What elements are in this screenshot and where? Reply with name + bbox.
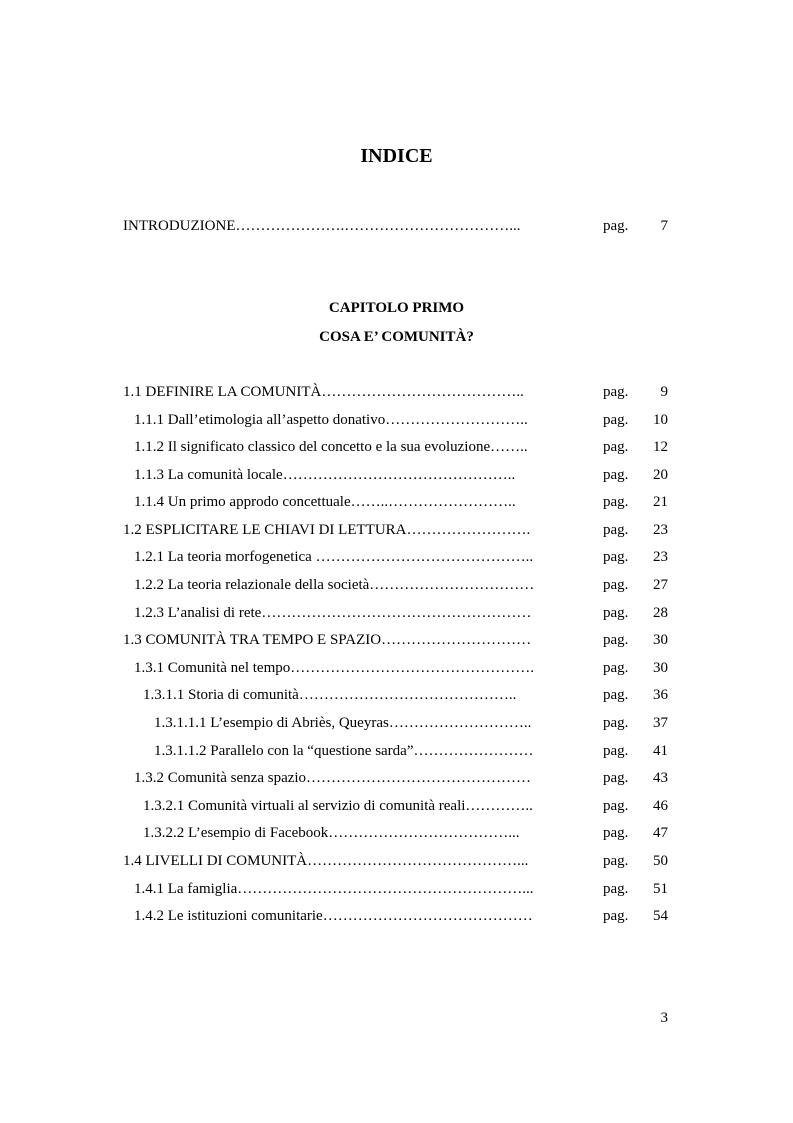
- toc-entry-text: 1.1.1 Dall’etimologia all’aspetto donativo………………………..: [134, 412, 528, 428]
- toc-entry-text: 1.4.2 Le istituzioni comunitarie……………………………………: [134, 908, 533, 924]
- toc-page-number: 47: [653, 825, 668, 841]
- toc-entry-text: 1.2 ESPLICITARE LE CHIAVI DI LETTURA…………………….: [123, 522, 531, 538]
- toc-page-number: 30: [653, 660, 668, 676]
- toc-pag-label: pag.: [603, 549, 629, 565]
- toc-entry-text: 1.2.3 L’analisi di rete………………………………………………: [134, 605, 532, 621]
- toc-pag-label: pag.: [603, 715, 629, 731]
- toc-entry-text: 1.1.2 Il significato classico del concetto e la sua evoluzione……..: [134, 439, 528, 455]
- toc-entry[interactable]: [0, 657, 793, 679]
- toc-entry[interactable]: [0, 629, 793, 651]
- toc-page-number: 54: [653, 908, 668, 924]
- toc-entry-text: 1.1 DEFINIRE LA COMUNITÀ…………………………………..: [123, 384, 524, 400]
- toc-entry[interactable]: [0, 822, 793, 844]
- toc-entry-text: 1.3 COMUNITÀ TRA TEMPO E SPAZIO…………………………: [123, 632, 532, 648]
- toc-entry-introduction[interactable]: [0, 215, 793, 237]
- page-title: INDICE: [360, 145, 433, 167]
- toc-entry-text: 1.3.2 Comunità senza spazio………………………………………: [134, 770, 532, 786]
- toc-entry-text: 1.3.1.1 Storia di comunità……………………………………..: [143, 687, 517, 703]
- toc-pag-label: pag.: [603, 660, 629, 676]
- toc-entry[interactable]: [0, 464, 793, 486]
- toc-entry-text: 1.3.2.1 Comunità virtuali al servizio di comunità reali…………..: [143, 798, 533, 814]
- toc-page-number: 7: [660, 218, 668, 234]
- toc-entry[interactable]: [0, 436, 793, 458]
- toc-pag-label: pag.: [603, 632, 629, 648]
- toc-pag-label: pag.: [603, 605, 629, 621]
- toc-pag-label: pag.: [603, 522, 629, 538]
- toc-page-number: 9: [660, 384, 668, 400]
- toc-page-number: 12: [653, 439, 668, 455]
- toc-entry[interactable]: [0, 381, 793, 403]
- toc-page-number: 43: [653, 770, 668, 786]
- toc-page-number: 21: [653, 494, 668, 510]
- toc-entry-text: 1.2.1 La teoria morfogenetica ……………………………………..: [134, 549, 534, 565]
- toc-page-number: 41: [653, 743, 668, 759]
- toc-pag-label: pag.: [603, 770, 629, 786]
- toc-page-number: 51: [653, 881, 668, 897]
- toc-page-number: 46: [653, 798, 668, 814]
- toc-entry-text: 1.3.1.1.2 Parallelo con la “questione sarda”……………………: [154, 743, 534, 759]
- toc-entry[interactable]: [0, 519, 793, 541]
- toc-entry-text: 1.3.1.1.1 L’esempio di Abriès, Queyras………………………..: [154, 715, 532, 731]
- toc-entry-text: 1.1.4 Un primo approdo concettuale……..……………………..: [134, 494, 516, 510]
- toc-page-number: 10: [653, 412, 668, 428]
- toc-page-number: 23: [653, 522, 668, 538]
- toc-pag-label: pag.: [603, 798, 629, 814]
- toc-pag-label: pag.: [603, 881, 629, 897]
- page-number: 3: [660, 1010, 668, 1026]
- toc-entry[interactable]: [0, 602, 793, 624]
- toc-page-number: 50: [653, 853, 668, 869]
- toc-pag-label: pag.: [603, 412, 629, 428]
- toc-entry[interactable]: [0, 795, 793, 817]
- toc-pag-label: pag.: [603, 908, 629, 924]
- toc-page-number: 36: [653, 687, 668, 703]
- toc-pag-label: pag.: [603, 853, 629, 869]
- toc-entry[interactable]: [0, 491, 793, 513]
- toc-pag-label: pag.: [603, 825, 629, 841]
- toc-entry[interactable]: [0, 850, 793, 872]
- toc-page-number: 28: [653, 605, 668, 621]
- toc-page-number: 37: [653, 715, 668, 731]
- toc-entry[interactable]: [0, 740, 793, 762]
- toc-entry-text: 1.1.3 La comunità locale………………………………………..: [134, 467, 516, 483]
- toc-entry-text: 1.4 LIVELLI DI COMUNITÀ……………………………………...: [123, 853, 529, 869]
- chapter-label: CAPITOLO PRIMO: [328, 300, 465, 316]
- toc-entry[interactable]: [0, 767, 793, 789]
- toc-entry-text: 1.3.1 Comunità nel tempo………………………………………….: [134, 660, 534, 676]
- toc-entry[interactable]: [0, 905, 793, 927]
- toc-entry-text: 1.4.1 La famiglia…………………………………………………...: [134, 881, 534, 897]
- toc-pag-label: pag.: [603, 743, 629, 759]
- toc-page-number: 27: [653, 577, 668, 593]
- toc-page-number: 23: [653, 549, 668, 565]
- toc-pag-label: pag.: [603, 687, 629, 703]
- toc-pag-label: pag.: [603, 218, 629, 234]
- toc-entry[interactable]: [0, 878, 793, 900]
- toc-entry[interactable]: [0, 712, 793, 734]
- toc-pag-label: pag.: [603, 467, 629, 483]
- toc-pag-label: pag.: [603, 384, 629, 400]
- toc-entry[interactable]: [0, 409, 793, 431]
- toc-pag-label: pag.: [603, 439, 629, 455]
- toc-pag-label: pag.: [603, 494, 629, 510]
- toc-entry[interactable]: [0, 684, 793, 706]
- toc-entry-text: 1.2.2 La teoria relazionale della società……………………………: [134, 577, 535, 593]
- toc-pag-label: pag.: [603, 577, 629, 593]
- toc-entry[interactable]: [0, 574, 793, 596]
- toc-page-number: 20: [653, 467, 668, 483]
- toc-entry[interactable]: [0, 546, 793, 568]
- chapter-title: COSA E’ COMUNITÀ?: [319, 329, 474, 345]
- toc-entry-text: INTRODUZIONE………………….……………………………...: [123, 218, 521, 234]
- toc-entry-text: 1.3.2.2 L’esempio di Facebook………………………………...: [143, 825, 520, 841]
- toc-page-number: 30: [653, 632, 668, 648]
